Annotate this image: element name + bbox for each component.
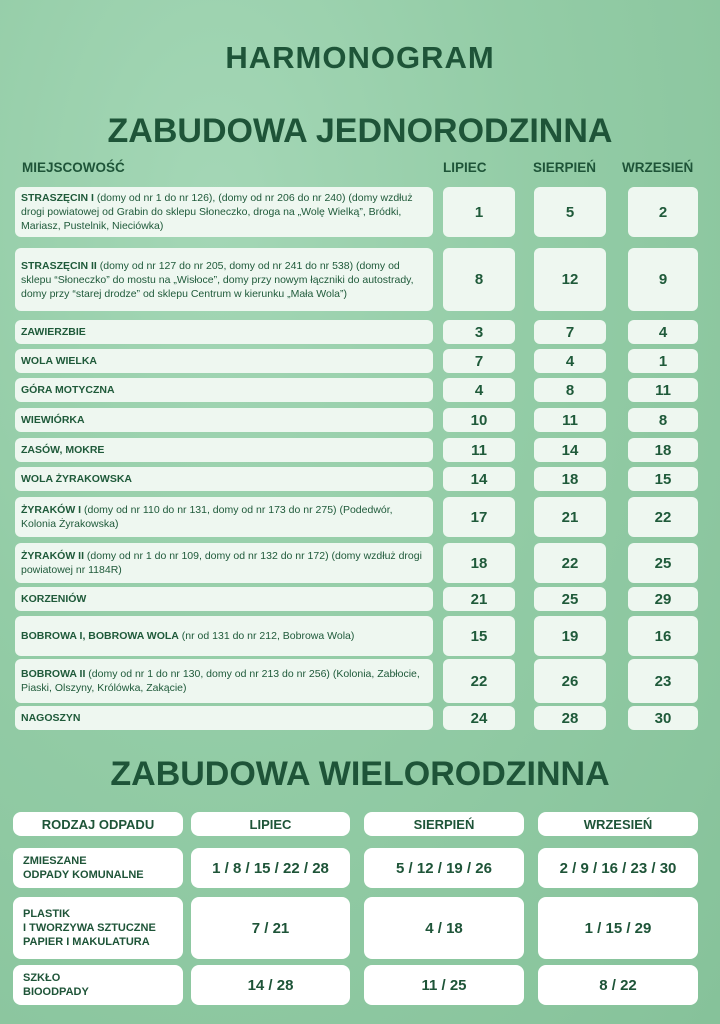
august-date-cell: 12 bbox=[534, 248, 606, 311]
location-name: ZASÓW, MOKRE bbox=[21, 444, 105, 456]
location-cell bbox=[15, 616, 433, 656]
table-row bbox=[15, 349, 720, 373]
table-row bbox=[15, 320, 720, 344]
page-title: HARMONOGRAM bbox=[225, 40, 495, 75]
september-dates-cell: 2 / 9 / 16 / 23 / 30 bbox=[538, 848, 698, 888]
september-date-cell: 29 bbox=[628, 587, 698, 611]
location-cell bbox=[15, 659, 433, 703]
waste-type-cell: ZMIESZANE ODPADY KOMUNALNE bbox=[13, 848, 183, 888]
table-row bbox=[15, 616, 720, 656]
september-dates-cell: 1 / 15 / 29 bbox=[538, 897, 698, 959]
table-row bbox=[15, 438, 720, 462]
september-date-cell: 2 bbox=[628, 187, 698, 237]
september-date-cell: 9 bbox=[628, 248, 698, 311]
august-date-cell: 18 bbox=[534, 467, 606, 491]
col-september-header-multi: WRZESIEŃ bbox=[538, 812, 698, 836]
september-dates-cell: 8 / 22 bbox=[538, 965, 698, 1005]
july-date-cell: 22 bbox=[443, 659, 515, 703]
august-date-cell: 5 bbox=[534, 187, 606, 237]
waste-type-cell: SZKŁO BIOODPADY bbox=[13, 965, 183, 1005]
col-july-header: LIPIEC bbox=[443, 160, 487, 175]
location-detail: (domy od nr 110 do nr 131, domy od nr 173 do nr 275) (Podedwór, Kolonia Żyrakowska) bbox=[21, 504, 393, 530]
location-cell bbox=[15, 378, 433, 402]
col-waste-type-header: RODZAJ ODPADU bbox=[13, 812, 183, 836]
september-date-cell: 22 bbox=[628, 497, 698, 537]
july-date-cell: 21 bbox=[443, 587, 515, 611]
location-name: STRASZĘCIN I bbox=[21, 192, 94, 204]
location-name: GÓRA MOTYCZNA bbox=[21, 384, 115, 396]
july-date-cell: 18 bbox=[443, 543, 515, 583]
location-detail: (nr od 131 do nr 212, Bobrowa Wola) bbox=[178, 630, 355, 642]
august-dates-cell: 11 / 25 bbox=[364, 965, 524, 1005]
location-name: KORZENIÓW bbox=[21, 593, 87, 605]
location-detail: (domy od nr 1 do nr 109, domy od nr 132 do nr 172) (domy wzdłuż drogi powiatowej nr 1184R) bbox=[21, 550, 422, 576]
location-name: WOLA ŻYRAKOWSKA bbox=[21, 473, 133, 485]
august-date-cell: 25 bbox=[534, 587, 606, 611]
september-date-cell: 25 bbox=[628, 543, 698, 583]
col-location-header: MIEJSCOWOŚĆ bbox=[22, 160, 125, 175]
location-name: WOLA WIELKA bbox=[21, 355, 98, 367]
august-date-cell: 26 bbox=[534, 659, 606, 703]
location-cell bbox=[15, 320, 433, 344]
july-date-cell: 11 bbox=[443, 438, 515, 462]
july-date-cell: 8 bbox=[443, 248, 515, 311]
august-date-cell: 7 bbox=[534, 320, 606, 344]
col-august-header-multi: SIERPIEŃ bbox=[364, 812, 524, 836]
location-name: ZAWIERZBIE bbox=[21, 326, 86, 338]
september-date-cell: 16 bbox=[628, 616, 698, 656]
location-cell bbox=[15, 543, 433, 583]
september-date-cell: 18 bbox=[628, 438, 698, 462]
location-name: STRASZĘCIN II bbox=[21, 259, 97, 272]
september-date-cell: 15 bbox=[628, 467, 698, 491]
table-row bbox=[15, 543, 720, 583]
august-dates-cell: 4 / 18 bbox=[364, 897, 524, 959]
single-family-heading: ZABUDOWA JEDNORODZINNA bbox=[107, 112, 613, 150]
table-row bbox=[15, 467, 720, 491]
location-cell bbox=[15, 187, 433, 237]
table-row bbox=[15, 706, 720, 730]
august-date-cell: 14 bbox=[534, 438, 606, 462]
august-date-cell: 4 bbox=[534, 349, 606, 373]
july-date-cell: 1 bbox=[443, 187, 515, 237]
july-date-cell: 10 bbox=[443, 408, 515, 432]
july-dates-cell: 7 / 21 bbox=[191, 897, 350, 959]
august-date-cell: 8 bbox=[534, 378, 606, 402]
location-cell bbox=[15, 408, 433, 432]
august-date-cell: 11 bbox=[534, 408, 606, 432]
location-detail: (domy od nr 1 do nr 126), (domy od nr 206 do nr 240) (domy wzdłuż drogi powiatowej od Grabin do sklepu Słoneczko, droga na „Wolę Wielką”, Bródki, Mariasz, Pustelnik, Nieciówka) bbox=[21, 192, 413, 232]
august-date-cell: 19 bbox=[534, 616, 606, 656]
july-date-cell: 17 bbox=[443, 497, 515, 537]
july-dates-cell: 1 / 8 / 15 / 22 / 28 bbox=[191, 848, 350, 888]
july-date-cell: 4 bbox=[443, 378, 515, 402]
location-cell bbox=[15, 438, 433, 462]
location-name: BOBROWA II bbox=[21, 668, 86, 680]
location-detail: (domy od nr 127 do nr 205, domy od nr 241 do nr 538) (domy od sklepu “Słoneczko” do mostu na „Wisłoce”, domy przy nowym łączniki do autostrady, domy przy “starej drodze” od sklepu Centrum w kierunku „Mała Wola”) bbox=[21, 259, 414, 300]
waste-type-cell: PLASTIK I TWORZYWA SZTUCZNE PAPIER I MAKULATURA bbox=[13, 897, 183, 959]
september-date-cell: 23 bbox=[628, 659, 698, 703]
september-date-cell: 8 bbox=[628, 408, 698, 432]
col-august-header: SIERPIEŃ bbox=[533, 160, 597, 175]
july-date-cell: 7 bbox=[443, 349, 515, 373]
location-name: WIEWIÓRKA bbox=[21, 414, 85, 426]
location-name: ŻYRAKÓW I bbox=[21, 504, 82, 516]
july-date-cell: 3 bbox=[443, 320, 515, 344]
multi-family-heading: ZABUDOWA WIELORODZINNA bbox=[110, 755, 610, 793]
location-cell bbox=[15, 587, 433, 611]
location-cell bbox=[15, 497, 433, 537]
col-september-header: WRZESIEŃ bbox=[622, 160, 694, 175]
location-detail: (domy od nr 1 do nr 130, domy od nr 213 do nr 256) (Kolonia, Zabłocie, Piaski, Olszyny, Królówka, Zakącie) bbox=[21, 668, 420, 694]
august-date-cell: 21 bbox=[534, 497, 606, 537]
september-date-cell: 1 bbox=[628, 349, 698, 373]
september-date-cell: 4 bbox=[628, 320, 698, 344]
table-row bbox=[15, 248, 720, 311]
july-date-cell: 14 bbox=[443, 467, 515, 491]
table-row bbox=[15, 659, 720, 703]
location-cell bbox=[15, 349, 433, 373]
september-date-cell: 11 bbox=[628, 378, 698, 402]
august-date-cell: 28 bbox=[534, 706, 606, 730]
august-dates-cell: 5 / 12 / 19 / 26 bbox=[364, 848, 524, 888]
location-name: ŻYRAKÓW II bbox=[21, 550, 84, 562]
july-date-cell: 24 bbox=[443, 706, 515, 730]
location-cell bbox=[15, 467, 433, 491]
location-cell bbox=[15, 706, 433, 730]
table-row bbox=[15, 378, 720, 402]
col-july-header-multi: LIPIEC bbox=[191, 812, 350, 836]
july-dates-cell: 14 / 28 bbox=[191, 965, 350, 1005]
table-row bbox=[15, 408, 720, 432]
august-date-cell: 22 bbox=[534, 543, 606, 583]
location-name: NAGOSZYN bbox=[21, 712, 81, 724]
location-cell bbox=[15, 248, 433, 311]
table-row bbox=[15, 587, 720, 611]
september-date-cell: 30 bbox=[628, 706, 698, 730]
table-row bbox=[15, 497, 720, 537]
table-row bbox=[15, 187, 720, 237]
location-name: BOBROWA I, BOBROWA WOLA bbox=[21, 630, 179, 642]
july-date-cell: 15 bbox=[443, 616, 515, 656]
